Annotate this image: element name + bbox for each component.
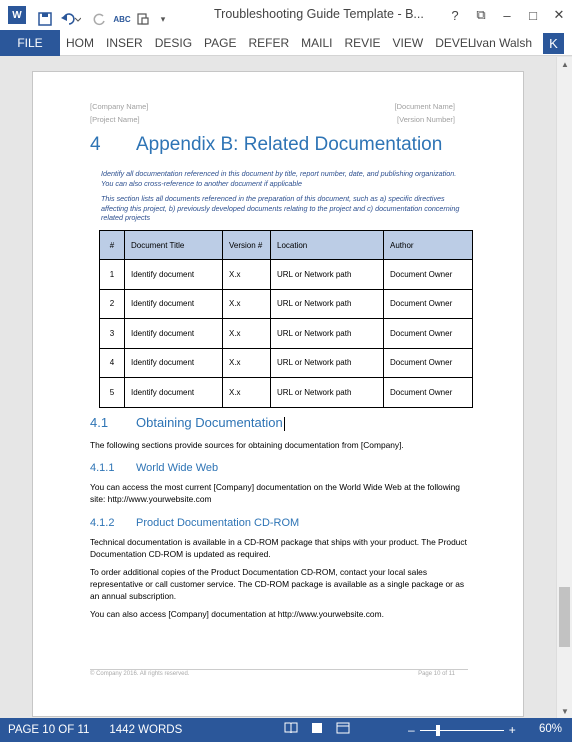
customize-icon[interactable]: ▾ bbox=[160, 13, 166, 24]
table-cell: URL or Network path bbox=[271, 260, 384, 290]
table-cell: Identify document bbox=[125, 289, 223, 319]
section-heading-www bbox=[90, 462, 218, 474]
table-cell: URL or Network path bbox=[271, 289, 384, 319]
paragraph: Technical documentation is available in a CD-ROM package that ships with your product. The Product Documentation CD-ROM is updated as required. bbox=[90, 537, 467, 560]
tab-review[interactable]: REVIE bbox=[344, 35, 381, 50]
paragraph: You can also access [Company] documentation at http://www.yourwebsite.com. bbox=[90, 609, 384, 619]
help-icon[interactable]: ? bbox=[451, 7, 459, 23]
paragraph: You can access the most current [Company] documentation on the World Wide Web at the following site: http://www.yourwebsite.com bbox=[90, 482, 460, 505]
instruction-text-1: Identify all documentation referenced in this document by title, report number, date, and publishing organization. You can also cross-reference to another document if applicable bbox=[101, 169, 457, 188]
text-cursor bbox=[284, 417, 285, 431]
footer-copyright: © Company 2016. All rights reserved. bbox=[90, 671, 190, 677]
tab-mailings[interactable]: MAILI bbox=[301, 35, 333, 50]
footer-divider bbox=[90, 669, 468, 670]
table-cell: 5 bbox=[100, 378, 125, 408]
file-tab[interactable]: FILE bbox=[0, 30, 60, 56]
table-header: # bbox=[100, 231, 125, 260]
table-row bbox=[100, 289, 473, 319]
zoom-out-button[interactable]: – bbox=[408, 723, 415, 737]
user-name[interactable]: Ivan Walsh bbox=[473, 36, 532, 50]
table-cell: Identify document bbox=[125, 348, 223, 378]
table-cell: X.x bbox=[223, 260, 271, 290]
zoom-in-button[interactable]: + bbox=[508, 723, 516, 737]
section-heading-cd bbox=[90, 517, 299, 529]
table-header: Document Title bbox=[125, 231, 223, 260]
table-header: Version # bbox=[223, 231, 271, 260]
scrollbar-thumb[interactable] bbox=[559, 587, 570, 647]
vertical-scrollbar[interactable] bbox=[556, 57, 572, 718]
tab-page-layout[interactable]: PAGE bbox=[204, 35, 237, 50]
title-bar bbox=[0, 0, 572, 30]
table-cell: Document Owner bbox=[384, 378, 473, 408]
web-layout-icon[interactable] bbox=[330, 722, 356, 737]
maximize-button[interactable]: □ bbox=[529, 7, 537, 23]
header-version-number: [Version Number] bbox=[397, 115, 455, 124]
word-logo-icon: W bbox=[8, 6, 26, 24]
heading-number: 4 bbox=[90, 134, 101, 155]
avatar[interactable]: K bbox=[543, 33, 564, 54]
table-row bbox=[100, 260, 473, 290]
table-cell: X.x bbox=[223, 319, 271, 349]
table-cell: Document Owner bbox=[384, 260, 473, 290]
zoom-control[interactable] bbox=[408, 718, 516, 742]
scroll-up-icon[interactable]: ▲ bbox=[561, 59, 569, 69]
heading-number: 4.1.1 bbox=[90, 462, 115, 474]
instruction-text-2: This section lists all documents referenced in the preparation of this document, such as a) specific directives affecting this project, b) previously developed documents relating to the project and c) documentation concerning related projects bbox=[101, 194, 460, 222]
table-cell: Identify document bbox=[125, 319, 223, 349]
tab-home[interactable]: HOM bbox=[66, 35, 94, 50]
window-title: Troubleshooting Guide Template - B... bbox=[214, 7, 424, 21]
table-row bbox=[100, 319, 473, 349]
table-header: Author bbox=[384, 231, 473, 260]
close-button[interactable]: ✕ bbox=[553, 7, 565, 22]
document-canvas bbox=[0, 57, 556, 718]
print-layout-icon[interactable] bbox=[304, 722, 330, 737]
table-cell: Document Owner bbox=[384, 319, 473, 349]
save-icon[interactable] bbox=[34, 8, 56, 30]
table-row bbox=[100, 348, 473, 378]
redo-icon[interactable] bbox=[86, 8, 112, 30]
heading-text: Appendix B: Related Documentation bbox=[136, 134, 443, 155]
table-cell: 1 bbox=[100, 260, 125, 290]
paragraph: To order additional copies of the Product Documentation CD-ROM, contact your local sales representative or call customer service. The CD-ROM package is available as a single package or as an annual subscription. bbox=[90, 567, 465, 602]
spelling-icon[interactable]: ABC bbox=[113, 14, 131, 24]
minimize-button[interactable]: – bbox=[503, 7, 511, 23]
table-cell: 4 bbox=[100, 348, 125, 378]
tab-references[interactable]: REFER bbox=[248, 35, 290, 50]
undo-icon[interactable] bbox=[56, 8, 86, 30]
status-bar bbox=[0, 718, 572, 742]
section-heading-obtaining bbox=[90, 415, 285, 431]
heading-text: Product Documentation CD-ROM bbox=[136, 517, 300, 529]
paragraph: The following sections provide sources for obtaining documentation from [Company]. bbox=[90, 440, 404, 450]
document-page[interactable] bbox=[32, 71, 524, 717]
footer-page-number: Page 10 of 11 bbox=[418, 671, 455, 677]
table-cell: Identify document bbox=[125, 260, 223, 290]
table-cell: X.x bbox=[223, 378, 271, 408]
header-company-name: [Company Name] bbox=[90, 102, 149, 111]
table-header: Location bbox=[271, 231, 384, 260]
tab-view[interactable]: VIEW bbox=[392, 35, 424, 50]
header-document-name: [Document Name] bbox=[394, 102, 455, 111]
heading-text: Obtaining Documentation bbox=[136, 415, 283, 430]
table-cell: 2 bbox=[100, 289, 125, 319]
tab-developer[interactable]: DEVEL bbox=[435, 35, 475, 50]
related-documents-table bbox=[99, 230, 473, 408]
ribbon-display-icon[interactable]: ⧉ bbox=[476, 7, 486, 22]
table-cell: URL or Network path bbox=[271, 378, 384, 408]
page-title bbox=[90, 134, 442, 156]
table-cell: Identify document bbox=[125, 378, 223, 408]
zoom-level[interactable]: 60% bbox=[538, 723, 562, 735]
format-icon[interactable] bbox=[132, 8, 154, 30]
table-cell: X.x bbox=[223, 289, 271, 319]
header-project-name: [Project Name] bbox=[90, 115, 140, 124]
table-cell: Document Owner bbox=[384, 289, 473, 319]
table-row bbox=[100, 378, 473, 408]
table-cell: Document Owner bbox=[384, 348, 473, 378]
scroll-down-icon[interactable]: ▼ bbox=[561, 706, 569, 716]
table-cell: URL or Network path bbox=[271, 319, 384, 349]
heading-number: 4.1.2 bbox=[90, 517, 115, 529]
zoom-slider[interactable] bbox=[420, 730, 504, 731]
zoom-slider-handle[interactable] bbox=[436, 725, 440, 736]
tab-insert[interactable]: INSER bbox=[106, 35, 143, 50]
table-cell: URL or Network path bbox=[271, 348, 384, 378]
heading-text: World Wide Web bbox=[136, 462, 219, 474]
table-cell: 3 bbox=[100, 319, 125, 349]
tab-design[interactable]: DESIG bbox=[154, 35, 193, 50]
heading-number: 4.1 bbox=[90, 415, 109, 430]
word-count[interactable]: 1442 WORDS bbox=[109, 724, 183, 736]
page-count[interactable]: PAGE 10 OF 11 bbox=[8, 724, 90, 736]
table-cell: X.x bbox=[223, 348, 271, 378]
read-mode-icon[interactable] bbox=[278, 722, 304, 737]
